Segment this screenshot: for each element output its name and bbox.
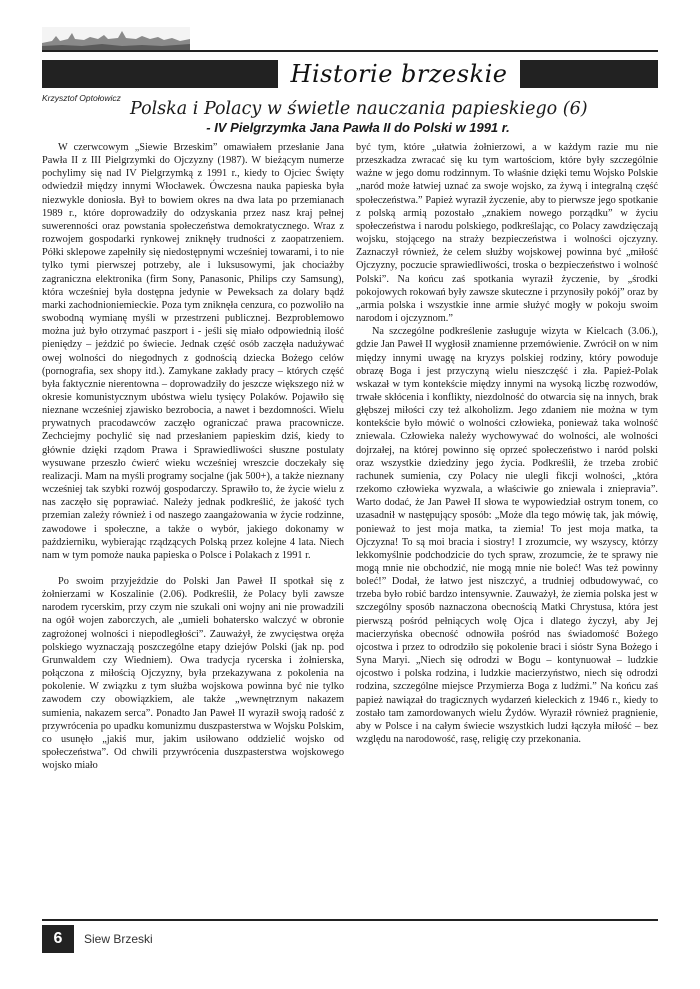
header-rule [42, 50, 658, 52]
section-banner [42, 60, 658, 88]
paragraph: Na szczególne podkreślenie zasługuje wizyta w Kielcach (3.06.), gdzie Jan Paweł II wygłosił znamienne przemówienie. Zwrócił on w nim między innymi uwagę na kryzys polskiej rodziny, który powoduje obrazę Boga i jest przyczyną wielu nieszczęść i zła. Papież-Polak wskazał w tym kontekście między innymi na wysoką liczbę rozwodów, trwałe skłócenia i konflikty, niezdolność do otwarcia się na innych, brak głębszej miłości czy też alkoholizm. Jego zdaniem nie można w tym kontekście było mówić o wolności człowieka, ponieważ taka wolność zniewala. Człowieka należy wychowywać do wolności, ale wolności dojrzałej, na której powinno się oprzeć społeczeństwo i naród polski oraz wszystkie dziedziny jego życia. Podkreślił, że trzeba zrobić rachunek sumienia, czy Polacy nie ulegli fikcji wolności, „która rzekomo człowieka wyzwala, a właściwie go zniewala i zniepravia”. Warto dodać, że Jan Paweł II słowa te wypowiedział ostrym tonem, co uzasadnił w następujący sposób: „Może dla tego mówię tak, jak mówię, ponieważ to jest moja matka, ta ziemia! To jest moja matka, ta Ojczyzna! To są moi bracia i siostry! I zrozumcie, wy wszyscy, którzy lekkomyślnie podchodzicie do tych spraw, zrozumcie, że te sprawy nie mogą mnie nie obchodzić, nie mogą mnie nie boleć! Was też powinny boleć!” Dodał, że łatwo jest niszczyć, a trudniej odbudowywać, co trzeba było robić bardzo intensywnie. Zauważył, że ziemia polska jest w szczególny sposób naznaczona obecnością Matki Chrystusa, która jest pierwszą pośród pełniących wolę Ojca i dlatego życzył, aby Jej macierzyńska obecność odnowiła pośród nas świadomość Bożego ojcostwa i przez to odrodziło się pokolenie braci i sióstr Syna Bożego i Syna Maryi. „Niech się odrodzi w Bogu – kontynuował – ludzkie ojcostwo i polska rodzina, i ludzkie macierzyństwo, niech się odrodzi rodzina, szczególne miejsce Przymierza Boga z ludźmi.” Na końcu zaś papież nawiązał do tragicznych wydarzeń kieleckich z 1946 r., kiedy to zostało tam zamordowanych wielu Żydów. Wyraził również pragnienie, aby w Polsce i na całym świecie wszystkich ludzi łączyła miłość – bez względu na narodowość, rasę, religię czy przekonania. [356, 326, 658, 746]
article-subtitle: - IV Pielgrzymka Jana Pawła II do Polski w 1991 r. [206, 120, 510, 135]
paragraph: W czerwcowym „Siewie Brzeskim” omawiałem przesłanie Jana Pawła II z III Pielgrzymki do Ojczyzny (1987). W bieżącym numerze pochylimy się nad IV Pielgrzymką z 1991 r., kiedy to Ojciec Święty odwiedził między innymi Włocławek. Ówczesna nauka papieska była niezwykle doniosła. Był to bowiem okres na dwa lata po przemianach 1989 r., które doprowadziły do odzyskania przez nasz kraj pełnej suwerenności oraz powstania społeczeństwa demokratycznego. Wraz z rozwojem gospodarki rynkowej zniknęły trudności z zaopatrzeniem. Półki sklepowe zapełniły się niedostępnymi wcześniej towarami, i to nie tylko tymi pierwszej potrzeby, ale i luksusowymi, jak chociażby zagraniczna elektronika (firm Sony, Panasonic, Philips czy Samsung), która wcześniej była dostępna jedynie w Peweksach za dolary bądź marki zachodnioniemieckie. Poza tym zniknęła cenzura, co pozwoliło na swobodną wymianę myśli w przestrzeni publicznej. Bezproblemowo można już było otrzymać paszport i - jeśli się miało odpowiednią ilość pieniędzy – jeździć po świecie. Jednak część osób zaczęła nadużywać owej wolności do niegodnych z godnością dziecka Bożego celów (pornografia, sex shopy itd.). Zamykane zakłady pracy – których część była faktycznie nierentowna – doprowadziły do jeszcze większego niż w okresie komunistycznym ubóstwa wielu tysięcy Polaków. Pojawiło się nieznane wcześniej zjawisko bezrobocia, a nawet i bezdomności. Wielu prywatnych pracodawców zaczęło ograniczać prawa pracownicze. Zechciejmy pochylić się nad przesłaniem papieskim dziś, kiedy to głównie dzięki rządom Prawa i Sprawiedliwości słuszne postulaty wysuwane przeszło ćwierć wieku wcześniej wreszcie doczekały się realizacji. Mam na myśli programy socjalne (jak 500+), a także nieznany wcześniej tak szybki rozwój gospodarczy. Sprawiło to, że życie wielu z nas zaczęło się poprawiać. Należy jednak podkreślić, że jakość tych przemian zależy również i od naszego zaangażowania w życie rodzinne, zawodowe i społeczne, a także o wybór, jakiego dokonamy w październiku, wybierając rządzących Polską przez kolejne 4 lata. Niech nam w tym pomoże nauka papieska o Polsce i Polakach z 1991 r. [42, 142, 344, 561]
paragraph: Po swoim przyjeździe do Polski Jan Paweł II spotkał się z żołnierzami w Koszalinie (2.06). Podkreślił, że Polacy byli zawsze narodem rycerskim, przy czym nie szukali oni wojny ani nie prowadzili na ogół wojen zaborczych, ale „umieli bohatersko walczyć w obronie zagrożonej wolności i niepodległości”. Zauważył, że zwycięstwa oręża polskiego wyznaczają poszczególne etapy dziejów Polski (jak np. pod Grunwaldem czy Wiedniem). Owa tradycja rycerska i żołnierska, połączona z miłością Ojczyzny, była przekazywana z pokolenia na pokolenie. W związku z tym służba wojskowa powinna być nie tylko zawodem czy obowiązkiem, ale także „wewnętrznym nakazem sumienia, nakazem serca”. Ponadto Jan Paweł II wyraził swoją radość z przywrócenia po upadku komunizmu duszpasterstwa w Wojsku Polskim, co usunęło „jakiś mur, jakim usiłowano oddzielić wojsko od społeczeństwa”. Od chwili przywrócenia duszpasterstwa wojskowego wojsko miało [42, 576, 344, 772]
article-author: Krzysztof Optołowicz [42, 93, 121, 103]
section-title: Historie brzeskie [278, 60, 520, 88]
article-title: Polska i Polacy w świetle nauczania papieskiego (6) [130, 99, 588, 119]
paragraph: być tym, które „ułatwia żołnierzowi, a w każdym razie mu nie przeszkadza zwracać się ku tym wartościom, które były szczególnie ważne w jego domu rodzinnym. To właśnie dzięki temu Wojsko Polskie „naród może łatwiej uznać za swoje wojsko, za żywą i integralną część społeczeństwa.” Papież wyraził życzenie, aby to pierwsze jego spotkanie z polską armią pozostało „znakiem nowego porządku” w życiu społeczeństwa i narodu polskiego, podkreślając, co Polacy zawdzięczają wojsku, stojącego na straży bezpieczeństwa i wolności ojczyzny. Zaznaczył również, że celem służby wojskowej powinna być „miłość Ojczyzny, poczucie sprawiedliwości, troska o bezpieczeństwo i wolność Polski”. Na końcu zaś spotkania wyraził życzenie, by „środki pokojowych rokowań były zawsze skuteczne i przynosiły pokój” oraz by „armia polska i wszystkie inne armie służyć mogły w pokoju swoim narodom i ojczyznom.” [356, 142, 658, 325]
page-number: 6 [42, 925, 74, 953]
town-skyline-illustration [42, 27, 190, 51]
publication-name: Siew Brzeski [84, 932, 153, 946]
footer-rule [42, 919, 658, 921]
left-column [42, 141, 344, 772]
right-column [356, 141, 658, 746]
